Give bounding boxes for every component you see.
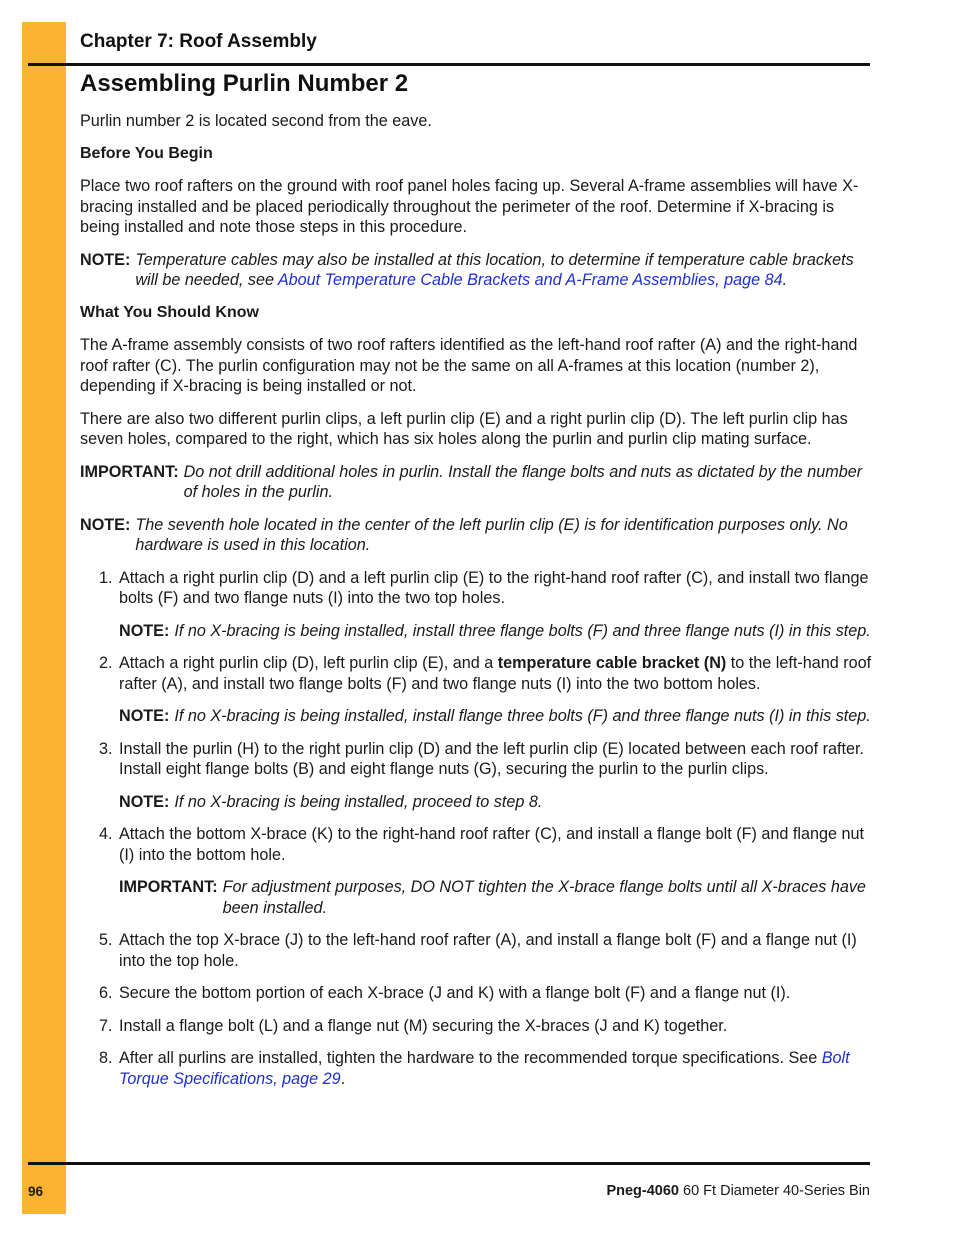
step-number: 5. (99, 931, 113, 949)
step-2 (80, 653, 872, 694)
note-end: . (782, 271, 788, 289)
step-text-a: Attach a right purlin clip (D), left purlin clip (E), and a (119, 654, 498, 672)
step-number: 8. (99, 1049, 113, 1067)
step-4-important (119, 877, 872, 918)
note-text: If no X-bracing is being installed, install three flange bolts (F) and three flange nuts (I) in this step. (174, 621, 871, 640)
note-label: NOTE: (119, 707, 170, 725)
page-number: 96 (28, 1184, 44, 1199)
step-6 (80, 983, 872, 1004)
step-text: Secure the bottom portion of each X-brace (J and K) with a flange bolt (F) and a flange nut (I). (119, 984, 791, 1002)
step-number: 7. (99, 1016, 113, 1035)
page-title: Assembling Purlin Number 2 (80, 70, 409, 97)
important-text: Do not drill additional holes in purlin. Install the flange bolts and nuts as dictated by the number of holes in the purlin. (183, 462, 863, 501)
important-label: IMPORTANT: (80, 462, 179, 481)
header-rule (28, 63, 870, 66)
step-end: . (340, 1069, 346, 1088)
important-drill-holes (80, 462, 872, 503)
step-number: 2. (99, 654, 113, 672)
step-4 (80, 824, 872, 865)
step-text: Attach a right purlin clip (D) and a left purlin clip (E) to the right-hand roof rafter (C), and install two flange bolts (F) and two flange nuts (I) into the two top holes. (119, 568, 869, 607)
important-text: For adjustment purposes, DO NOT tighten the X-brace flange bolts until all X-braces have been installed. (222, 878, 866, 917)
step-number: 4. (99, 825, 113, 843)
know-paragraph-2: There are also two different purlin clips, a left purlin clip (E) and a right purlin clip (D). The left purlin clip has seven holes, compared to the right, which has six holes along the purlin and purlin clip mating surface. (80, 409, 848, 448)
know-paragraph-1: The A-frame assembly consists of two roof rafters identified as the left-hand roof rafter (A) and the right-hand roof rafter (C). The purlin configuration may not be the same on all A-frames at this location (number 2), depending if X-bracing is being installed or not. (80, 336, 858, 395)
step-text: Install a flange bolt (L) and a flange nut (M) securing the X-braces (J and K) together. (119, 1016, 728, 1035)
note-label: NOTE: (80, 515, 131, 534)
intro-text: Purlin number 2 is located second from the eave. (80, 112, 432, 130)
page-content (80, 111, 872, 1101)
note-temperature-cables (80, 250, 872, 291)
procedure-steps (80, 568, 872, 1090)
what-you-should-know-heading: What You Should Know (80, 303, 259, 321)
step-text: After all purlins are installed, tighten the hardware to the recommended torque specifications. See (119, 1049, 822, 1067)
note-text: The seventh hole located in the center of the left purlin clip (E) is for identification purposes only. No hardware is used in this location. (135, 515, 848, 554)
note-seventh-hole (80, 515, 872, 556)
doc-id: Pneg-4060 (606, 1183, 679, 1199)
step-1 (80, 568, 872, 609)
step-7 (80, 1016, 872, 1037)
step-text: Install the purlin (H) to the right purlin clip (D) and the left purlin clip (E) located between each roof rafter. Install eight flange bolts (B) and eight flange nuts (G), securing the purlin to the purlin clips. (119, 739, 864, 778)
before-you-begin-heading: Before You Begin (80, 144, 213, 162)
bolt-torque-link[interactable]: Bolt Torque Specifications, page 29 (119, 1049, 850, 1088)
note-label: NOTE: (119, 792, 170, 811)
step-number: 1. (99, 568, 113, 587)
note-text: If no X-bracing is being installed, install flange three bolts (F) and three flange nuts (I) in this step. (174, 707, 871, 725)
step-3 (80, 739, 872, 780)
step-number: 3. (99, 739, 113, 758)
chapter-color-bar (22, 22, 66, 1214)
doc-title: 60 Ft Diameter 40-Series Bin (679, 1183, 870, 1199)
step-8 (80, 1048, 872, 1089)
temperature-cable-brackets-link[interactable]: About Temperature Cable Brackets and A-Frame Assemblies, page 84 (277, 271, 783, 289)
chapter-header: Chapter 7: Roof Assembly (80, 31, 317, 52)
footer-rule (28, 1162, 870, 1165)
important-label: IMPORTANT: (119, 878, 218, 896)
note-body: Temperature cables may also be installed at this location, to determine if temperature cable brackets will be needed, see (135, 250, 854, 289)
before-you-begin-text: Place two roof rafters on the ground with roof panel holes facing up. Several A-frame assemblies will have X-bracing installed and be placed periodically throughout the perimeter of the roof. Determine if X-bracing is being installed and note those steps in this procedure. (80, 177, 859, 236)
note-label: NOTE: (80, 250, 131, 269)
step-text-b: to the left-hand roof rafter (A), and install two flange bolts (F) and two flange nuts (I) into the two bottom holes. (119, 654, 872, 693)
step-1-note (119, 621, 872, 642)
note-text (135, 250, 872, 291)
step-number: 6. (99, 984, 113, 1002)
note-text: If no X-bracing is being installed, proceed to step 8. (174, 792, 543, 811)
note-label: NOTE: (119, 621, 170, 640)
step-3-note (119, 792, 872, 813)
step-text: Attach the bottom X-brace (K) to the right-hand roof rafter (C), and install a flange bolt (F) and flange nut (I) into the bottom hole. (119, 825, 865, 864)
step-2-note (119, 706, 872, 727)
footer-doc-info (606, 1183, 870, 1199)
step-text-bold: temperature cable bracket (N) (497, 654, 727, 672)
step-text: Attach the top X-brace (J) to the left-hand roof rafter (A), and install a flange bolt (F) and a flange nut (I) into the top hole. (119, 931, 857, 970)
step-5 (80, 930, 872, 971)
